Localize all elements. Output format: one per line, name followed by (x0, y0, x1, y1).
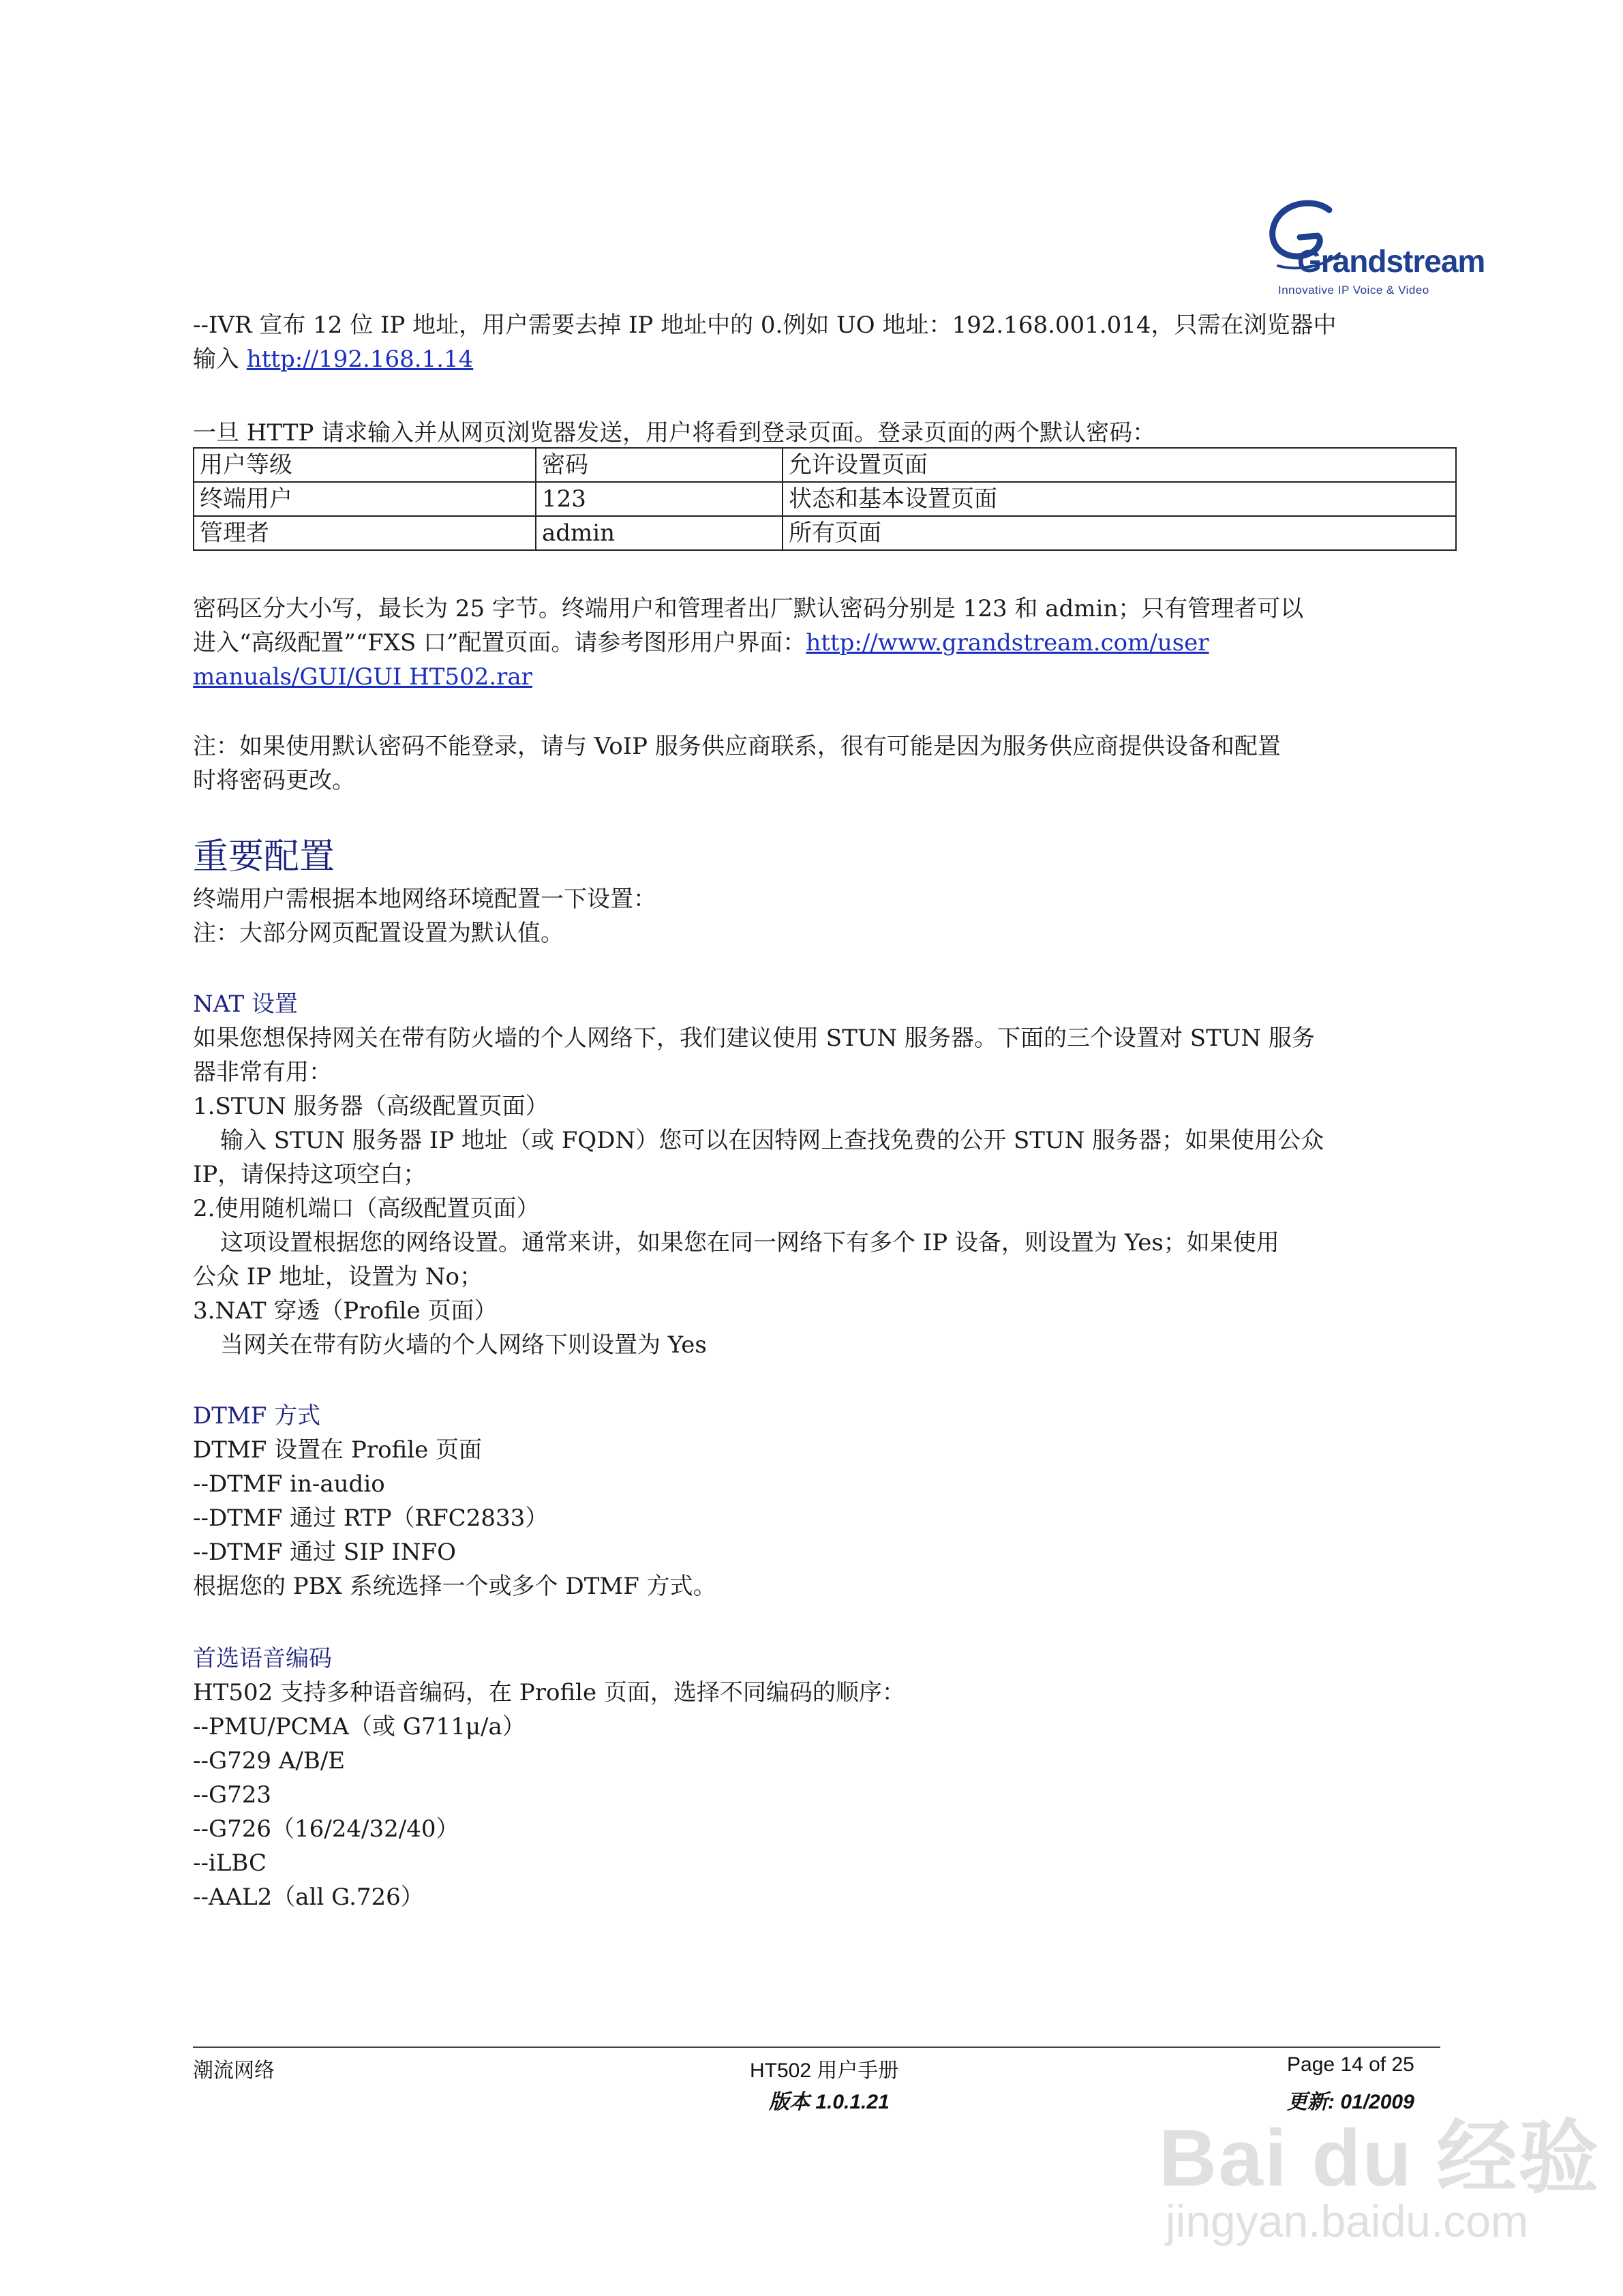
heading-nat: NAT 设置 (193, 991, 298, 1018)
para-note-line2: 时将密码更改。 (193, 767, 355, 794)
para-note-line1: 注：如果使用默认密码不能登录，请与 VoIP 服务供应商联系，很有可能是因为服务供应商提供设备和配置 (193, 733, 1281, 760)
codec-line: --G726（16/24/32/40） (193, 1815, 459, 1843)
para-note (193, 729, 1440, 798)
table-row (194, 482, 1456, 516)
table-cell: 123 (536, 482, 783, 516)
para-ivr (193, 308, 1440, 376)
footer-updated: 更新: 01/2009 (1287, 2091, 1414, 2113)
codec-line: --G723 (193, 1781, 272, 1809)
table-header-cell: 用户等级 (194, 448, 536, 482)
para-ivr-line2 (193, 342, 1440, 376)
heading-important-config: 重要配置 (193, 836, 335, 877)
password-table (193, 447, 1457, 551)
nat-line: 1.STUN 服务器（高级配置页面） (193, 1093, 549, 1120)
table-header-row (194, 448, 1456, 482)
table-cell: 状态和基本设置页面 (783, 482, 1456, 516)
footer-page-number: Page 14 of 25 (1287, 2053, 1414, 2076)
para-important-line2: 注：大部分网页配置设置为默认值。 (193, 920, 564, 947)
table-cell: 终端用户 (194, 482, 536, 516)
dtmf-line: --DTMF 通过 RTP（RFC2833） (193, 1505, 549, 1532)
para-ivr-line1: --IVR 宣布 12 位 IP 地址，用户需要去掉 IP 地址中的 0.例如 UO 地址：192.168.001.014，只需在浏览器中 (193, 312, 1337, 339)
codec-line: --AAL2（all G.726） (193, 1884, 424, 1911)
section-codec (193, 1676, 1440, 1914)
nat-line: 器非常有用： (193, 1059, 332, 1086)
gui-link-continued[interactable]: manuals/GUI/GUI HT502.rar (193, 663, 532, 691)
codec-line: --iLBC (193, 1849, 267, 1877)
grandstream-logo (1264, 198, 1485, 307)
footer-company: 潮流网络 (193, 2059, 275, 2082)
nat-line: 如果您想保持网关在带有防火墙的个人网络下，我们建议使用 STUN 服务器。下面的三个设置对 STUN 服务 (193, 1025, 1315, 1052)
ip-link[interactable]: http://192.168.1.14 (246, 346, 474, 373)
table-header-cell: 密码 (536, 448, 783, 482)
para-password-line1: 密码区分大小写，最长为 25 字节。终端用户和管理者出厂默认密码分别是 123 和 admin；只有管理者可以 (193, 595, 1304, 622)
section-dtmf (193, 1433, 1440, 1603)
table-cell: 管理者 (194, 516, 536, 550)
table-header-cell: 允许设置页面 (783, 448, 1456, 482)
nat-line: 这项设置根据您的网络设置。通常来讲，如果您在同一网络下有多个 IP 设备，则设置为 Yes；如果使用 (220, 1229, 1279, 1256)
para-important-line1: 终端用户需根据本地网络环境配置一下设置： (193, 886, 656, 913)
codec-line: --PMU/PCMA（或 G711μ/a） (193, 1713, 526, 1740)
para-http: 一旦 HTTP 请求输入并从网页浏览器发送，用户将看到登录页面。登录页面的两个默认密码： (193, 419, 1156, 447)
watermark-brand: Bai du 经验 (1159, 2113, 1601, 2203)
table-row (194, 516, 1456, 550)
codec-line: HT502 支持多种语音编码，在 Profile 页面，选择不同编码的顺序： (193, 1679, 905, 1706)
dtmf-line: DTMF 设置在 Profile 页面 (193, 1436, 483, 1464)
logo-wordmark: Grandstream (1297, 243, 1485, 279)
footer-version: 版本 1.0.1.21 (769, 2091, 890, 2113)
nat-line: 当网关在带有防火墙的个人网络下则设置为 Yes (220, 1331, 707, 1359)
para-ivr-prefix: 输入 (193, 346, 247, 373)
nat-line: 公众 IP 地址，设置为 No； (193, 1263, 483, 1290)
footer-divider (193, 2046, 1440, 2048)
para-important (193, 882, 1440, 950)
table-cell: admin (536, 516, 783, 550)
baidu-watermark (1159, 2093, 1601, 2270)
table-cell: 所有页面 (783, 516, 1456, 550)
para-password-line2 (193, 626, 1440, 660)
nat-line: 2.使用随机端口（高级配置页面） (193, 1195, 540, 1222)
para-password (193, 592, 1440, 694)
footer-manual-title: HT502 用户手册 (750, 2059, 899, 2082)
para-password-line3 (193, 660, 1440, 694)
gui-link[interactable]: http://www.grandstream.com/user (806, 629, 1209, 656)
watermark-url: jingyan.baidu.com (1166, 2196, 1528, 2246)
dtmf-line: --DTMF in-audio (193, 1470, 385, 1498)
logo-tagline: Innovative IP Voice & Video (1278, 284, 1429, 297)
nat-line: IP，请保持这项空白； (193, 1161, 427, 1188)
heading-dtmf: DTMF 方式 (193, 1402, 321, 1430)
nat-line: 3.NAT 穿透（Profile 页面） (193, 1297, 498, 1325)
section-nat (193, 1021, 1440, 1362)
codec-line: --G729 A/B/E (193, 1747, 346, 1774)
dtmf-line: 根据您的 PBX 系统选择一个或多个 DTMF 方式。 (193, 1573, 716, 1600)
para-password-prefix: 进入“高级配置”“FXS 口”配置页面。请参考图形用户界面： (193, 629, 806, 656)
nat-line: 输入 STUN 服务器 IP 地址（或 FQDN）您可以在因特网上查找免费的公开 STUN 服务器；如果使用公众 (220, 1127, 1324, 1154)
heading-codec: 首选语音编码 (193, 1645, 332, 1672)
dtmf-line: --DTMF 通过 SIP INFO (193, 1539, 456, 1566)
